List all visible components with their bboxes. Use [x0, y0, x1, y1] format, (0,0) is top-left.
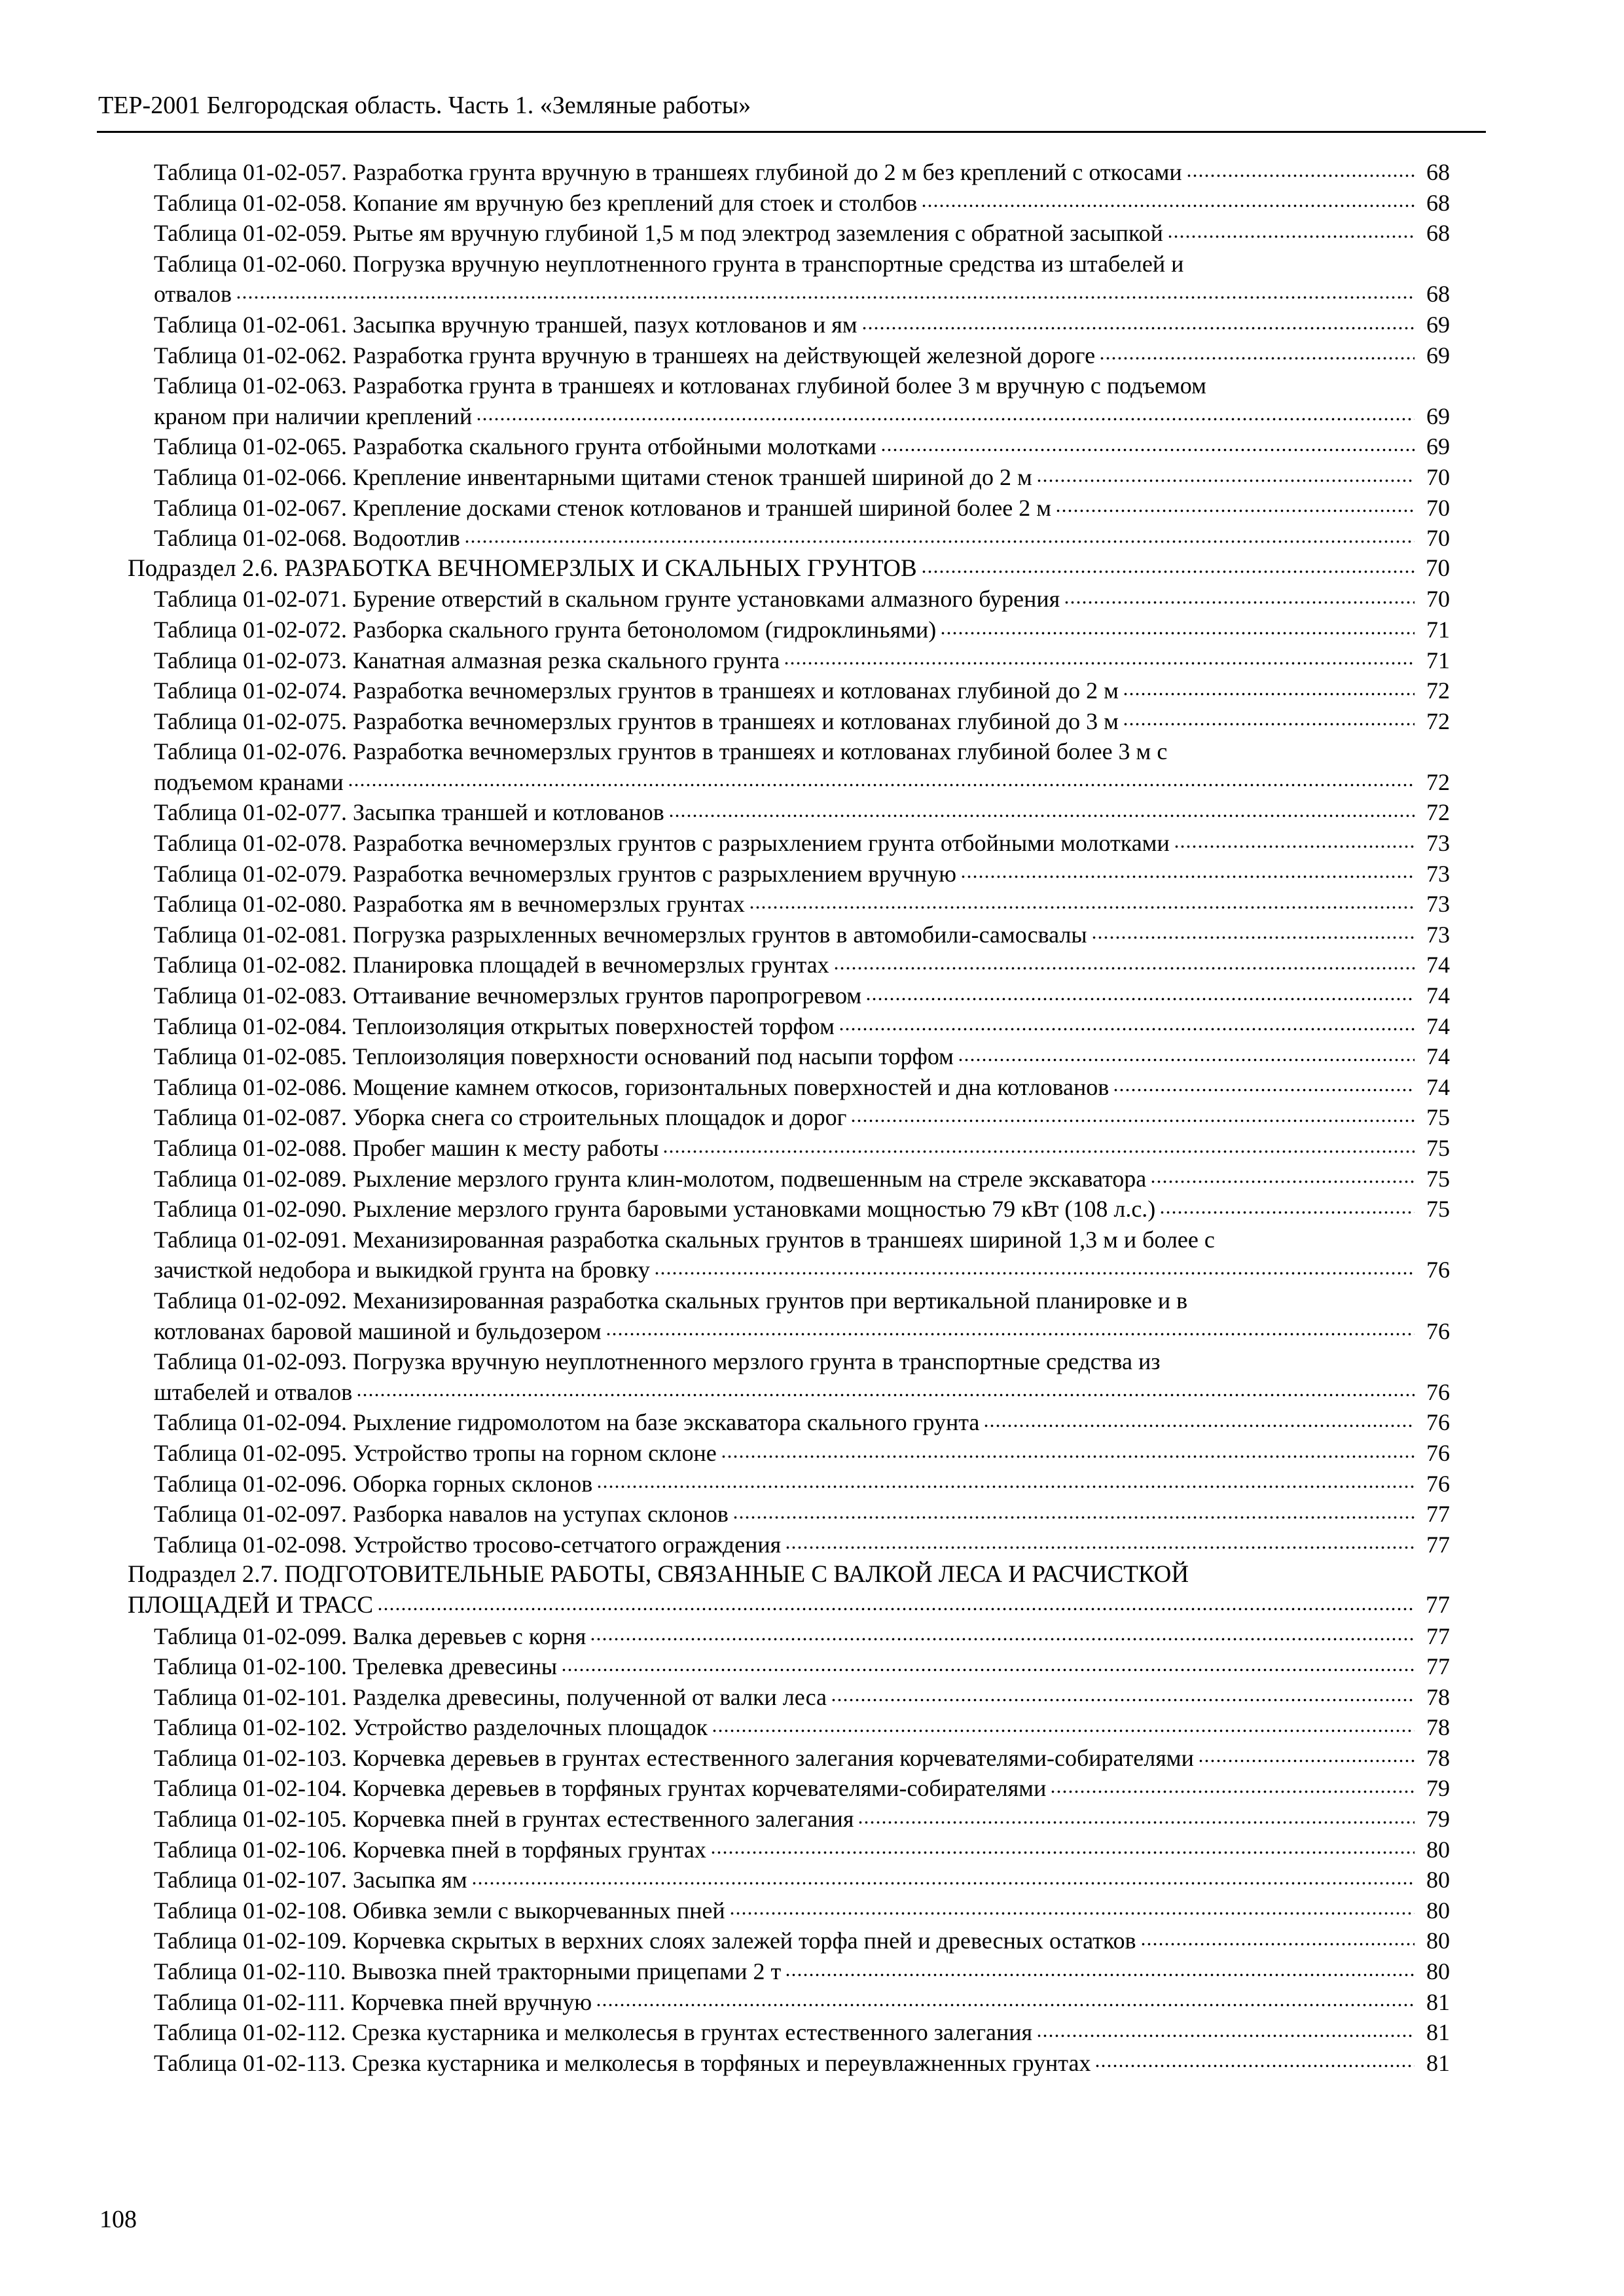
toc-entry-title: Таблица 01-02-076. Разработка вечномерзлых грунтов в траншеях и котлованах глубиной более 3 м с	[154, 738, 1168, 765]
toc-entry-title: Таблица 01-02-099. Валка деревьев с корня	[154, 1623, 586, 1649]
toc-entry-title: Таблица 01-02-106. Корчевка пней в торфяных грунтах	[154, 1836, 706, 1863]
toc-page-number: 78	[1426, 1744, 1450, 1771]
toc-entry-title: Подраздел 2.6. РАЗРАБОТКА ВЕЧНОМЕРЗЛЫХ И СКАЛЬНЫХ ГРУНТОВ	[128, 554, 917, 582]
toc-entry-title: Таблица 01-02-101. Разделка древесины, полученной от валки леса	[154, 1683, 827, 1710]
dot-leader	[960, 872, 1415, 882]
dot-leader	[865, 995, 1415, 1004]
toc-entry[interactable]	[154, 1011, 1450, 1042]
toc-page-number: 75	[1426, 1104, 1450, 1131]
toc-entry[interactable]	[154, 493, 1450, 524]
toc-entry[interactable]	[154, 1285, 1450, 1316]
toc-page-number: 70	[1426, 463, 1450, 490]
dot-leader	[654, 1269, 1415, 1278]
toc-entry-title: Таблица 01-02-100. Трелевка древесины	[154, 1653, 558, 1680]
toc-entry-title: Таблица 01-02-091. Механизированная разработка скальных грунтов в траншеях шириной 1,3 м и более с	[154, 1226, 1215, 1253]
toc-page-number: 79	[1426, 1775, 1450, 1802]
toc-page-number: 76	[1426, 1378, 1450, 1405]
toc-entry-title: Таблица 01-02-079. Разработка вечномерзлых грунтов с разрыхлением вручную	[154, 860, 956, 887]
dot-leader	[921, 567, 1415, 577]
toc-entry[interactable]	[154, 706, 1450, 737]
dot-leader	[561, 1666, 1415, 1675]
dot-leader	[861, 324, 1415, 333]
dot-leader	[839, 1025, 1415, 1034]
toc-entry[interactable]	[154, 1712, 1450, 1743]
toc-entry[interactable]	[154, 1072, 1450, 1103]
toc-entry-title: Таблица 01-02-093. Погрузка вручную неуплотненного мерзлого грунта в транспортные средства из	[154, 1348, 1161, 1375]
dot-leader	[236, 293, 1415, 302]
dot-leader	[1150, 1177, 1415, 1187]
toc-entry-title: Таблица 01-02-075. Разработка вечномерзлых грунтов в траншеях и котлованах глубиной до 3 м	[154, 708, 1119, 734]
toc-entry[interactable]	[154, 736, 1450, 767]
dot-leader	[356, 1391, 1415, 1400]
toc-page-number: 74	[1426, 982, 1450, 1009]
toc-entry-title: Таблица 01-02-095. Устройство тропы на горном склоне	[154, 1439, 717, 1466]
toc-page-number: 77	[1426, 1591, 1450, 1619]
toc-page-number: 77	[1426, 1531, 1450, 1558]
toc-entry-title: Таблица 01-02-061. Засыпка вручную траншей, пазух котлованов и ям	[154, 311, 857, 338]
toc-entry[interactable]	[154, 1987, 1450, 2018]
toc-entry-title: Таблица 01-02-066. Крепление инвентарными щитами стенок траншей шириной до 2 м	[154, 463, 1032, 490]
toc-entry[interactable]	[154, 1469, 1450, 1499]
dot-leader	[476, 415, 1415, 424]
toc-entry[interactable]	[154, 950, 1450, 980]
dot-leader	[471, 1879, 1415, 1888]
dot-leader	[712, 1727, 1415, 1736]
toc-entry[interactable]	[154, 340, 1450, 371]
toc-entry[interactable]	[154, 431, 1450, 462]
dot-leader	[749, 903, 1415, 912]
toc-entry-title: Таблица 01-02-113. Срезка кустарника и мелколесья в торфяных и переувлажненных грунтах	[154, 2049, 1091, 2076]
toc-page-number: 80	[1426, 1836, 1450, 1863]
toc-page-number: 73	[1426, 921, 1450, 948]
toc-entry[interactable]	[154, 645, 1450, 676]
toc-entry-title: Таблица 01-02-077. Засыпка траншей и котлованов	[154, 799, 664, 826]
toc-page-number: 78	[1426, 1683, 1450, 1710]
toc-section-heading[interactable]	[128, 1590, 1450, 1621]
toc-entry[interactable]	[154, 980, 1450, 1011]
toc-entry-title: Таблица 01-02-057. Разработка грунта вручную в траншеях глубиной до 2 м без креплений с откосами	[154, 159, 1182, 185]
toc-page-number: 68	[1426, 189, 1450, 216]
toc-entry-title: Таблица 01-02-058. Копание ям вручную без креплений для стоек и столбов	[154, 189, 918, 216]
toc-entry[interactable]	[154, 1621, 1450, 1652]
toc-entry[interactable]	[154, 370, 1450, 401]
toc-page-number: 68	[1426, 159, 1450, 185]
toc-entry-title: Таблица 01-02-065. Разработка скального грунта отбойными молотками	[154, 433, 876, 460]
toc-page-number: 81	[1426, 1988, 1450, 2015]
toc-entry-title: Таблица 01-02-082. Планировка площадей в вечномерзлых грунтах	[154, 952, 829, 978]
toc-page-number: 70	[1426, 525, 1450, 552]
dot-leader	[1064, 598, 1415, 607]
toc-entry-title: отвалов	[154, 281, 232, 308]
dot-leader	[605, 1330, 1415, 1339]
dot-leader	[1159, 1208, 1415, 1217]
toc-entry[interactable]	[154, 157, 1450, 188]
toc-entry[interactable]	[154, 1041, 1450, 1072]
toc-entry-title: зачисткой недобора и выкидкой грунта на бровку	[154, 1257, 650, 1283]
toc-entry[interactable]	[154, 462, 1450, 493]
toc-entry[interactable]	[154, 828, 1450, 859]
toc-entry[interactable]	[154, 1835, 1450, 1865]
toc-entry-title: Таблица 01-02-060. Погрузка вручную неуплотненного грунта в транспортные средства из штабелей и	[154, 250, 1184, 277]
toc-entry-title: Таблица 01-02-097. Разборка навалов на уступах склонов	[154, 1501, 729, 1528]
toc-entry-title: Таблица 01-02-086. Мощение камнем откосов, горизонтальных поверхностей и дна котлованов	[154, 1073, 1110, 1100]
toc-entry-title: Таблица 01-02-098. Устройство тросово-сетчатого ограждения	[154, 1531, 782, 1558]
toc-entry[interactable]	[154, 1407, 1450, 1438]
toc-page-number: 80	[1426, 1867, 1450, 1893]
dot-leader	[1050, 1787, 1415, 1797]
dot-leader	[921, 202, 1415, 211]
toc-entry[interactable]	[154, 310, 1450, 340]
dot-leader	[1094, 2062, 1415, 2071]
toc-entry[interactable]	[154, 1255, 1450, 1285]
dot-leader	[857, 1818, 1415, 1827]
toc-page-number: 76	[1426, 1257, 1450, 1283]
toc-entry[interactable]	[154, 1102, 1450, 1133]
toc-entry[interactable]	[154, 584, 1450, 615]
dot-leader	[1167, 232, 1415, 242]
toc-page-number: 69	[1426, 433, 1450, 460]
dot-leader	[785, 1971, 1415, 1980]
toc-entry-title: Таблица 01-02-063. Разработка грунта в траншеях и котлованах глубиной более 3 м вручную с подъемом	[154, 372, 1206, 399]
toc-page-number: 70	[1426, 586, 1450, 613]
dot-leader	[1123, 720, 1415, 729]
toc-page-number: 75	[1426, 1196, 1450, 1223]
toc-entry[interactable]	[154, 1743, 1450, 1774]
toc-page-number: 77	[1426, 1501, 1450, 1528]
toc-entry[interactable]	[154, 615, 1450, 645]
dot-leader	[1091, 933, 1415, 942]
toc-entry[interactable]	[154, 1194, 1450, 1225]
toc-entry-title: Таблица 01-02-081. Погрузка разрыхленных вечномерзлых грунтов в автомобили-самосвалы	[154, 921, 1087, 948]
toc-page-number: 76	[1426, 1318, 1450, 1344]
toc-page-number: 69	[1426, 403, 1450, 429]
toc-page-number: 79	[1426, 1806, 1450, 1833]
toc-page-number: 69	[1426, 342, 1450, 368]
dot-leader	[1198, 1757, 1415, 1766]
toc-entry-title: Таблица 01-02-062. Разработка грунта вручную в траншеях на действующей железной дороге	[154, 342, 1096, 368]
dot-leader	[668, 812, 1415, 821]
toc-entry[interactable]	[154, 675, 1450, 706]
toc-page-number: 73	[1426, 891, 1450, 918]
toc-entry-title: Таблица 01-02-104. Корчевка деревьев в торфяных грунтах корчевателями-собирателями	[154, 1775, 1047, 1802]
toc-entry[interactable]	[154, 188, 1450, 219]
toc-entry-title: Таблица 01-02-110. Вывозка пней тракторными прицепами 2 т	[154, 1958, 782, 1985]
toc-page-number: 76	[1426, 1470, 1450, 1497]
toc-page-number: 72	[1426, 677, 1450, 704]
toc-entry-title: Таблица 01-02-059. Рытье ям вручную глубиной 1,5 м под электрод заземления с обратной засыпкой	[154, 220, 1163, 247]
page-number: 108	[99, 2206, 137, 2233]
toc-page-number: 78	[1426, 1714, 1450, 1741]
dot-leader	[1140, 1940, 1415, 1949]
toc-page-number: 77	[1426, 1623, 1450, 1649]
dot-leader	[1036, 476, 1415, 486]
toc-entry-title: котлованах баровой машиной и бульдозером	[154, 1318, 602, 1344]
toc-entry[interactable]	[154, 401, 1450, 432]
toc-entry[interactable]	[154, 1133, 1450, 1164]
toc-entry-title: Таблица 01-02-083. Оттаивание вечномерзлых грунтов паропрогревом	[154, 982, 862, 1009]
toc-entry[interactable]	[154, 1865, 1450, 1895]
toc-entry[interactable]	[154, 1926, 1450, 1956]
toc-entry-title: Таблица 01-02-112. Срезка кустарника и мелколесья в грунтах естественного залегания	[154, 2019, 1033, 2046]
dot-leader	[729, 1909, 1415, 1918]
toc-page-number: 68	[1426, 220, 1450, 247]
dot-leader	[784, 659, 1415, 668]
dot-leader	[732, 1513, 1415, 1522]
toc-entry-title: Таблица 01-02-084. Теплоизоляция открытых поверхностей торфом	[154, 1013, 835, 1039]
dot-leader	[1099, 354, 1415, 363]
dot-leader	[1036, 2032, 1415, 2041]
toc-entry[interactable]	[154, 1651, 1450, 1682]
toc-entry-title: Таблица 01-02-089. Рыхление мерзлого грунта клин-молотом, подвешенным на стреле экскаватора	[154, 1165, 1147, 1192]
toc-page-number: 71	[1426, 647, 1450, 673]
toc-entry[interactable]	[154, 1438, 1450, 1469]
toc-section-heading[interactable]	[128, 1560, 1450, 1590]
toc-entry-title: Таблица 01-02-071. Бурение отверстий в скальном грунте установками алмазного бурения	[154, 586, 1060, 613]
toc-entry-title: Таблица 01-02-087. Уборка снега со строительных площадок и дорог	[154, 1104, 847, 1131]
toc-entry[interactable]	[154, 249, 1450, 279]
toc-entry-title: Таблица 01-02-068. Водоотлив	[154, 525, 460, 552]
toc-entry[interactable]	[154, 1530, 1450, 1560]
toc-entry-title: Таблица 01-02-067. Крепление досками стенок котлованов и траншей шириной более 2 м	[154, 494, 1051, 521]
dot-leader	[850, 1117, 1415, 1126]
dot-leader	[1113, 1086, 1415, 1095]
toc-entry-title: Таблица 01-02-103. Корчевка деревьев в грунтах естественного залегания корчевателями-собирателями	[154, 1744, 1194, 1771]
dot-leader	[785, 1543, 1415, 1552]
toc-section-heading[interactable]	[128, 554, 1450, 584]
toc-page-number: 72	[1426, 799, 1450, 826]
toc-entry[interactable]	[154, 523, 1450, 554]
toc-entry[interactable]	[154, 767, 1450, 798]
toc-entry[interactable]	[154, 2048, 1450, 2079]
toc-entry-title: Подраздел 2.7. ПОДГОТОВИТЕЛЬНЫЕ РАБОТЫ, СВЯЗАННЫЕ С ВАЛКОЙ ЛЕСА И РАСЧИСТКОЙ	[128, 1561, 1189, 1588]
toc-entry-title: Таблица 01-02-096. Оборка горных склонов	[154, 1470, 593, 1497]
toc-entry[interactable]	[154, 797, 1450, 828]
dot-leader	[710, 1848, 1415, 1857]
toc-page-number: 80	[1426, 1897, 1450, 1924]
toc-page-number: 74	[1426, 1013, 1450, 1039]
dot-leader	[464, 537, 1415, 547]
toc-entry-title: Таблица 01-02-085. Теплоизоляция поверхности оснований под насыпи торфом	[154, 1043, 954, 1070]
toc-entry-title: штабелей и отвалов	[154, 1378, 353, 1405]
toc-entry-title: ПЛОЩАДЕЙ И ТРАСС	[128, 1591, 374, 1619]
toc-entry-title: Таблица 01-02-094. Рыхление гидромолотом на базе экскаватора скального грунта	[154, 1409, 980, 1436]
toc-entry-title: Таблица 01-02-080. Разработка ям в вечномерзлых грунтах	[154, 891, 745, 918]
dot-leader	[596, 2001, 1415, 2010]
toc-page-number: 74	[1426, 1073, 1450, 1100]
toc-page-number: 72	[1426, 708, 1450, 734]
toc-page-number: 73	[1426, 860, 1450, 887]
dot-leader	[831, 1696, 1415, 1705]
toc-entry-title: краном при наличии креплений	[154, 403, 473, 429]
toc-entry-title: Таблица 01-02-092. Механизированная разработка скальных грунтов при вертикальной планировке и в	[154, 1287, 1188, 1314]
toc-entry[interactable]	[154, 1377, 1450, 1408]
toc-entry[interactable]	[154, 1895, 1450, 1926]
dot-leader	[1055, 507, 1415, 516]
dot-leader	[833, 964, 1415, 973]
toc-entry[interactable]	[154, 920, 1450, 950]
toc-page-number: 70	[1426, 554, 1450, 582]
toc-entry-title: Таблица 01-02-111. Корчевка пней вручную	[154, 1988, 592, 2015]
dot-leader	[721, 1452, 1415, 1462]
toc-entry-title: Таблица 01-02-108. Обивка земли с выкорчеванных пней	[154, 1897, 725, 1924]
dot-leader	[590, 1635, 1415, 1644]
toc-entry[interactable]	[154, 889, 1450, 920]
toc-page-number: 68	[1426, 281, 1450, 308]
toc-entry[interactable]	[154, 1316, 1450, 1347]
table-of-contents	[128, 157, 1450, 2078]
toc-entry[interactable]	[154, 1499, 1450, 1530]
toc-entry-title: Таблица 01-02-074. Разработка вечномерзлых грунтов в траншеях и котлованах глубиной до 2 м	[154, 677, 1119, 704]
toc-page-number: 74	[1426, 1043, 1450, 1070]
running-header: ТЕР-2001 Белгородская область. Часть 1. «Земляные работы»	[98, 92, 751, 119]
dot-leader	[880, 446, 1415, 455]
toc-page-number: 72	[1426, 768, 1450, 795]
toc-page-number: 70	[1426, 494, 1450, 521]
dot-leader	[958, 1056, 1415, 1065]
toc-entry[interactable]	[154, 218, 1450, 249]
toc-page-number: 81	[1426, 2019, 1450, 2046]
toc-entry-title: Таблица 01-02-088. Пробег машин к месту работы	[154, 1135, 659, 1161]
dot-leader	[940, 629, 1415, 638]
toc-page-number: 75	[1426, 1135, 1450, 1161]
toc-entry-title: Таблица 01-02-102. Устройство разделочных площадок	[154, 1714, 708, 1741]
toc-entry[interactable]	[154, 1225, 1450, 1255]
toc-entry-title: подъемом кранами	[154, 768, 344, 795]
toc-entry[interactable]	[154, 1346, 1450, 1377]
toc-entry-title: Таблица 01-02-072. Разборка скального грунта бетоноломом (гидроклиньями)	[154, 616, 937, 643]
toc-entry[interactable]	[154, 1956, 1450, 1987]
dot-leader	[1123, 690, 1415, 699]
toc-entry-title: Таблица 01-02-090. Рыхление мерзлого грунта баровыми установками мощностью 79 кВт (108 л.с.)	[154, 1196, 1156, 1223]
toc-page-number: 71	[1426, 616, 1450, 643]
toc-page-number: 81	[1426, 2049, 1450, 2076]
header-rule	[97, 131, 1486, 133]
dot-leader	[377, 1605, 1415, 1614]
toc-entry-title: Таблица 01-02-109. Корчевка скрытых в верхних слоях залежей торфа пней и древесных остатков	[154, 1928, 1136, 1954]
toc-page-number: 73	[1426, 830, 1450, 857]
dot-leader	[348, 781, 1415, 790]
toc-entry[interactable]	[154, 859, 1450, 889]
toc-entry[interactable]	[154, 1804, 1450, 1835]
dot-leader	[983, 1422, 1415, 1431]
toc-page-number: 80	[1426, 1928, 1450, 1954]
dot-leader	[1174, 842, 1415, 852]
toc-page-number: 80	[1426, 1958, 1450, 1985]
toc-entry-title: Таблица 01-02-107. Засыпка ям	[154, 1867, 467, 1893]
toc-page-number: 74	[1426, 952, 1450, 978]
toc-page-number: 76	[1426, 1409, 1450, 1436]
toc-page-number: 75	[1426, 1165, 1450, 1192]
toc-page-number: 76	[1426, 1439, 1450, 1466]
toc-page-number: 77	[1426, 1653, 1450, 1680]
toc-entry-title: Таблица 01-02-078. Разработка вечномерзлых грунтов с разрыхлением грунта отбойными молотками	[154, 830, 1170, 857]
dot-leader	[596, 1482, 1415, 1492]
toc-page-number: 69	[1426, 311, 1450, 338]
dot-leader	[662, 1147, 1415, 1157]
toc-entry[interactable]	[154, 1773, 1450, 1804]
toc-entry[interactable]	[154, 279, 1450, 310]
toc-entry[interactable]	[154, 1682, 1450, 1713]
toc-entry[interactable]	[154, 1164, 1450, 1194]
toc-entry-title: Таблица 01-02-105. Корчевка пней в грунтах естественного залегания	[154, 1806, 854, 1833]
dot-leader	[1186, 171, 1415, 181]
toc-entry[interactable]	[154, 2017, 1450, 2048]
toc-entry-title: Таблица 01-02-073. Канатная алмазная резка скального грунта	[154, 647, 780, 673]
